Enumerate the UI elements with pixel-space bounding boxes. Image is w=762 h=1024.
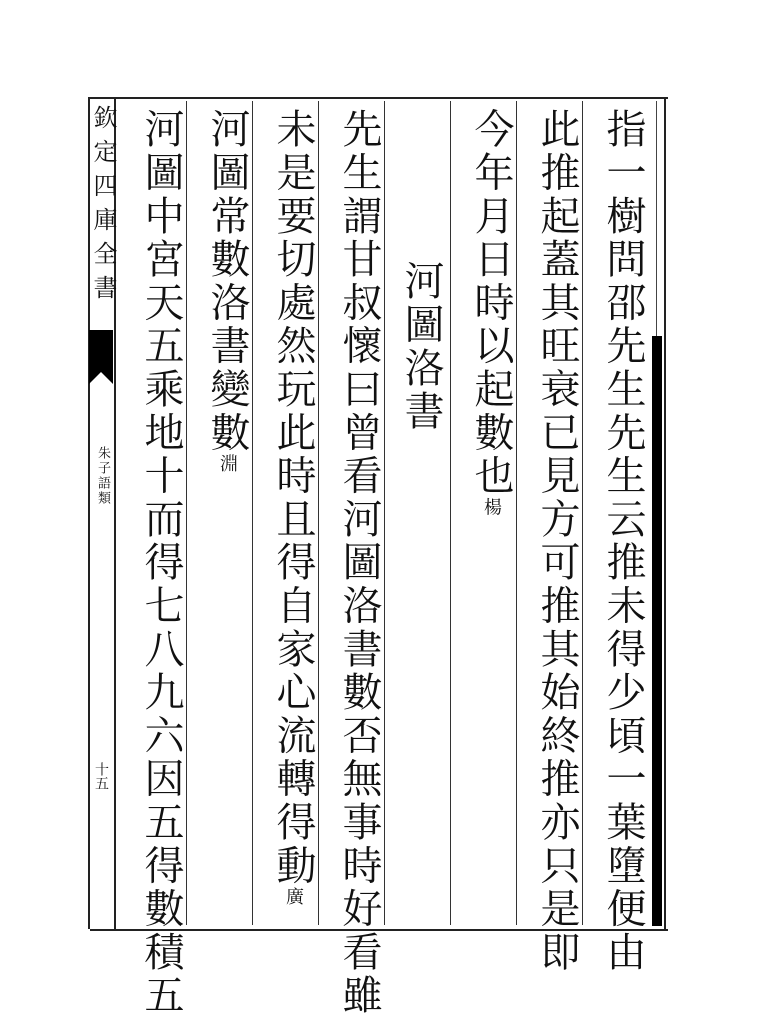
column-text: 未是要切處然玩此時且得自家心流轉得動: [270, 108, 316, 888]
attribution-note: 淵: [217, 454, 238, 473]
section-heading: 河圖洛書: [398, 260, 444, 434]
fishtail-notch: [89, 372, 113, 384]
text-column: [138, 108, 184, 1017]
column-text: 河圖常數洛書變數: [204, 108, 250, 455]
text-column: [336, 108, 382, 1017]
column-divider: [450, 101, 451, 925]
column-text: 河圖中宮天五乘地十而得七八九六因五得數積五: [138, 108, 184, 1018]
gutter-section-title: 朱子語類: [95, 446, 110, 506]
text-column: [468, 108, 514, 516]
text-column: [204, 108, 250, 472]
gutter-page-number: 十五: [93, 762, 109, 790]
attribution-note: 廣: [283, 887, 304, 906]
column-divider: [516, 101, 517, 925]
fishtail-mark: [89, 330, 113, 372]
gutter-book-title: 欽定四庫全書: [89, 105, 117, 309]
attribution-note: 楊: [481, 497, 502, 516]
column-divider: [582, 101, 583, 925]
text-column: [600, 108, 646, 974]
column-text: 先生謂甘叔懷曰曾看河圖洛書數否無事時好看雖: [336, 108, 382, 1018]
text-column: [534, 108, 580, 974]
section-heading-column: [398, 260, 444, 433]
column-text: 今年月日時以起數也: [468, 108, 514, 498]
column-text: 此推起蓋其旺衰已見方可推其始終推亦只是即: [534, 108, 580, 974]
column-text: 指一樹問邵先生先生云推未得少頃一葉墮便由: [600, 108, 646, 974]
column-divider: [186, 101, 187, 925]
right-margin-bar: [652, 336, 662, 926]
text-column: [270, 108, 316, 905]
column-divider: [318, 101, 319, 925]
column-divider: [384, 101, 385, 925]
frame-right-border: [664, 97, 666, 929]
column-divider: [252, 101, 253, 925]
